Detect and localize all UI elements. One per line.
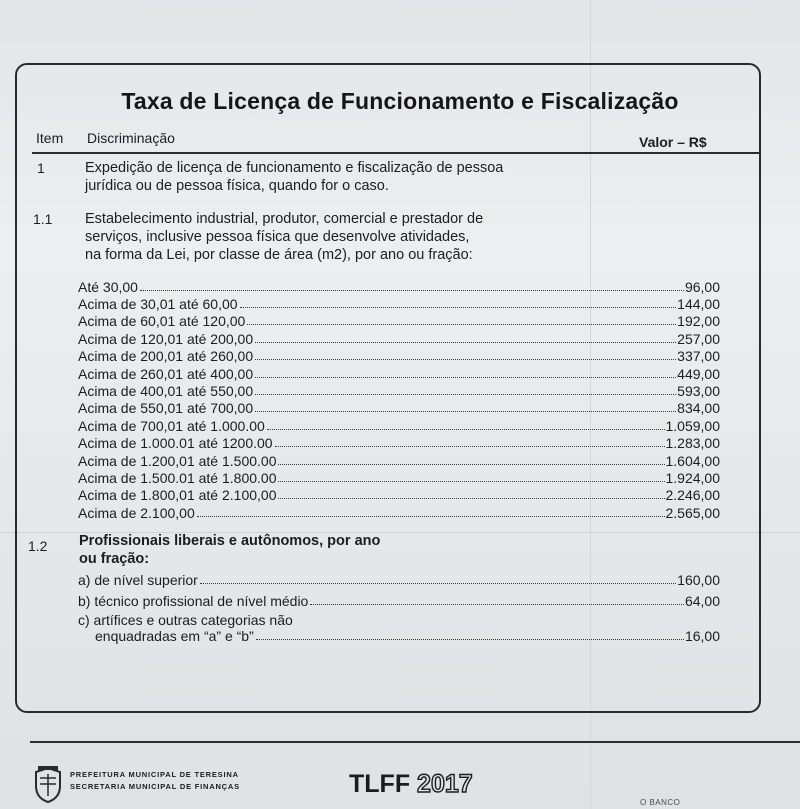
header-rule [32,152,760,154]
table-row: Acima de 60,01 até 120,00 192,00 [78,313,720,329]
municipal-crest-icon [32,766,64,804]
list-item-c-label: c) artífices e outras categorias não [78,612,293,628]
table-row: Acima de 1.000.01 até 1200.00 1.283,00 [78,435,720,451]
footer-rule [30,741,800,743]
column-header-discriminacao: Discriminação [87,130,175,146]
table-row: a) de nível superior 160,00 [78,572,720,588]
table-row: Acima de 200,01 até 260,00 337,00 [78,348,720,364]
table-row: Acima de 260,01 até 400,00 449,00 [78,366,720,382]
table-row: Acima de 1.500.01 até 1.800.00 1.924,00 [78,470,720,486]
brand-name: TLFF [349,770,411,798]
section-1-1-description: Estabelecimento industrial, produtor, comercial e prestador de serviços, inclusive pessoa física que desenvolve atividades, na forma da Lei, por classe de área (m2), por ano ou fração: [85,211,484,263]
table-row: Acima de 120,01 até 200,00 257,00 [78,331,720,347]
table-row: Acima de 400,01 até 550,00 593,00 [78,383,720,399]
table-row: Acima de 2.100,00 2.565,00 [78,505,720,521]
table-row: b) técnico profissional de nível médio 64,00 [78,593,720,609]
document-title: Taxa de Licença de Funcionamento e Fiscalização [121,88,679,114]
column-header-valor: Valor – R$ [639,134,707,150]
table-row: Acima de 700,01 até 1.000.00 1.059,00 [78,418,720,434]
corner-text: O BANCO [640,798,681,807]
section-number-1-2: 1.2 [28,538,48,554]
table-row: Acima de 1.200,01 até 1.500.00 1.604,00 [78,453,720,469]
table-row: Acima de 550,01 até 700,00 834,00 [78,400,720,416]
brand-year: 2017 [417,770,473,798]
brand-logo [349,770,473,799]
section-1-description: Expedição de licença de funcionamento e fiscalização de pessoa jurídica ou de pessoa física, quando for o caso. [85,160,504,194]
table-row: Acima de 1.800,01 até 2.100,00 2.246,00 [78,487,720,503]
table-row: enquadradas em “a” e “b” 16,00 [95,628,720,644]
table-row: Até 30,00 96,00 [78,279,720,295]
org-name: PREFEITURA MUNICIPAL DE TERESINA [70,770,239,779]
section-number-1-1: 1.1 [33,211,53,227]
org-department: SECRETARIA MUNICIPAL DE FINANÇAS [70,782,240,791]
section-number-1: 1 [37,160,45,176]
table-row: Acima de 30,01 até 60,00 144,00 [78,296,720,312]
section-1-2-description: Profissionais liberais e autônomos, por ano ou fração: [79,533,381,567]
column-header-item: Item [36,130,64,146]
